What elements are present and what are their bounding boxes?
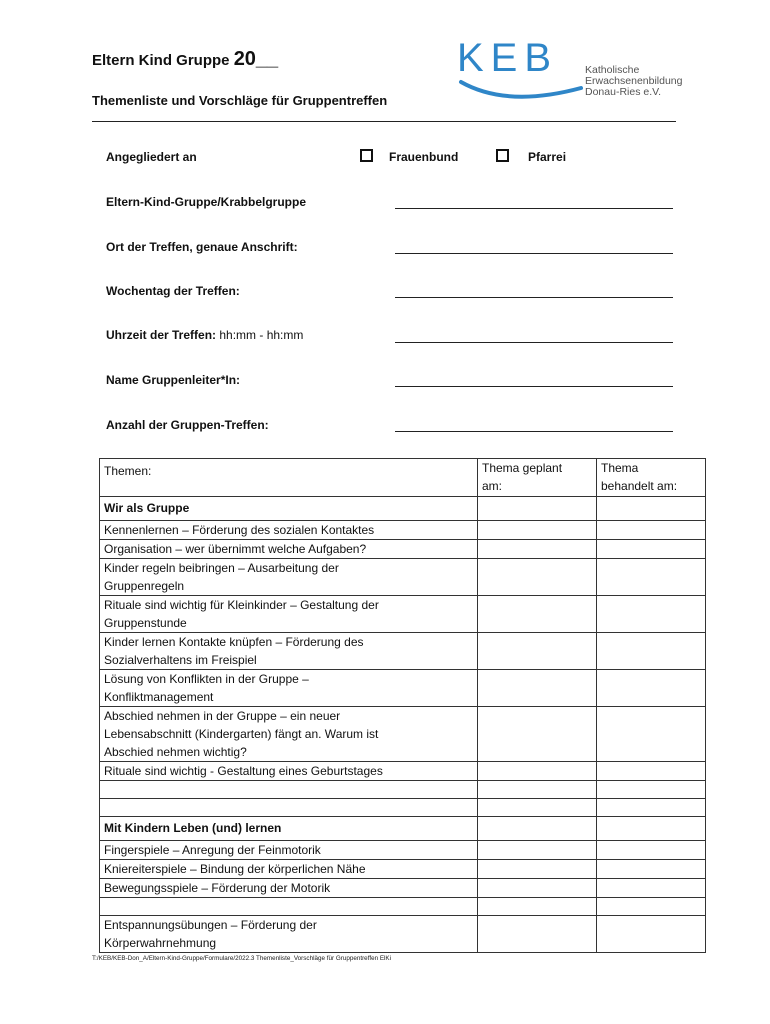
empty-cell[interactable]	[478, 799, 597, 817]
date-cell[interactable]	[597, 633, 706, 670]
section-row	[100, 497, 706, 521]
date-cell[interactable]	[478, 633, 597, 670]
empty-row	[100, 781, 706, 799]
date-cell[interactable]	[597, 762, 706, 781]
topic-cell	[100, 670, 478, 707]
table-row	[100, 898, 706, 916]
topic-text: Rituale sind wichtig für Kleinkinder – Gestaltung der	[104, 598, 379, 612]
table-row	[100, 879, 706, 898]
topic-cell	[100, 540, 478, 559]
table-row	[100, 559, 706, 596]
topic-text: Gruppenregeln	[104, 579, 185, 593]
table-row	[100, 707, 706, 762]
date-cell[interactable]	[597, 707, 706, 762]
empty-cell[interactable]	[597, 781, 706, 799]
time-input[interactable]	[395, 342, 673, 343]
date-cell[interactable]	[597, 879, 706, 898]
table-row	[100, 596, 706, 633]
form-title-text: Eltern Kind Gruppe	[92, 52, 234, 69]
topic-text: Körperwahrnehmung	[104, 936, 217, 950]
topic-cell	[100, 633, 478, 670]
location-input[interactable]	[395, 253, 673, 254]
field-label-weekday: Wochentag der Treffen:	[106, 284, 240, 298]
topic-text: Bewegungsspiele – Förderung der Motorik	[104, 881, 331, 895]
empty-row	[100, 799, 706, 817]
frauenbund-checkbox[interactable]	[360, 149, 373, 162]
date-cell[interactable]	[478, 898, 597, 916]
planned-header: Thema geplant am:	[478, 459, 597, 497]
file-path-footer: T:/KEB/KEB-Don_A/Eltern-Kind-Gruppe/Formulare/2022.3 Themenliste_Vorschläge für Gruppentreffen ElKi	[92, 955, 392, 962]
date-cell[interactable]	[478, 762, 597, 781]
pfarrei-label: Pfarrei	[528, 150, 567, 164]
date-cell[interactable]	[597, 540, 706, 559]
date-cell[interactable]	[478, 860, 597, 879]
meeting-count-input[interactable]	[395, 431, 673, 432]
empty-cell[interactable]	[478, 781, 597, 799]
topic-text: Kinder lernen Kontakte knüpfen – Förderung des	[104, 635, 364, 649]
logo-swoosh-icon	[457, 44, 587, 106]
date-cell[interactable]	[478, 879, 597, 898]
date-cell[interactable]	[597, 559, 706, 596]
date-cell[interactable]	[478, 540, 597, 559]
table-header-row	[100, 459, 706, 497]
topic-text: Lebensabschnitt (Kindergarten) fängt an. Warum ist	[104, 727, 379, 741]
date-cell[interactable]	[478, 497, 597, 521]
date-cell[interactable]	[597, 596, 706, 633]
form-title-year: 20__	[233, 48, 279, 70]
affiliation-label: Angegliedert an	[106, 150, 197, 164]
topic-text: Kinder regeln beibringen – Ausarbeitung der	[104, 561, 339, 575]
group-name-input[interactable]	[395, 208, 673, 209]
section-title: Mit Kindern Leben (und) lernen	[100, 817, 478, 841]
field-label-leader: Name Gruppenleiter*In:	[106, 373, 241, 387]
table-row	[100, 670, 706, 707]
date-cell[interactable]	[478, 707, 597, 762]
date-cell[interactable]	[597, 521, 706, 540]
date-cell[interactable]	[597, 841, 706, 860]
topic-cell	[100, 916, 478, 953]
date-cell[interactable]	[597, 916, 706, 953]
section-title: Wir als Gruppe	[100, 497, 478, 521]
date-cell[interactable]	[597, 860, 706, 879]
topic-cell	[100, 762, 478, 781]
topic-text: Entspannungsübungen – Förderung der	[104, 918, 317, 932]
header-divider	[92, 121, 676, 122]
topics-table	[99, 458, 706, 953]
topic-text: Kniereiterspiele – Bindung der körperlichen Nähe	[104, 862, 366, 876]
pfarrei-checkbox[interactable]	[496, 149, 509, 162]
date-cell[interactable]	[597, 898, 706, 916]
date-cell[interactable]	[597, 817, 706, 841]
date-cell[interactable]	[478, 559, 597, 596]
topic-text: Gruppenstunde	[104, 616, 187, 630]
date-cell[interactable]	[597, 670, 706, 707]
table-row	[100, 540, 706, 559]
topic-text: Sozialverhaltens im Freispiel	[104, 653, 257, 667]
topic-cell	[100, 596, 478, 633]
topic-cell	[100, 559, 478, 596]
topic-text: Konfliktmanagement	[104, 690, 214, 704]
themen-header: Themen:	[100, 459, 478, 497]
topic-text: Kennenlernen – Förderung des sozialen Kontaktes	[104, 523, 375, 537]
topic-text: Organisation – wer übernimmt welche Aufgaben?	[104, 542, 367, 556]
date-cell[interactable]	[597, 497, 706, 521]
table-row	[100, 841, 706, 860]
logo-line-2: Erwachsenenbildung	[585, 75, 683, 87]
field-label-group: Eltern-Kind-Gruppe/Krabbelgruppe	[106, 195, 307, 209]
logo-line-1: Katholische	[585, 64, 640, 76]
table-row	[100, 916, 706, 953]
topic-text: Lösung von Konflikten in der Gruppe –	[104, 672, 309, 686]
table-row	[100, 633, 706, 670]
date-cell[interactable]	[478, 521, 597, 540]
empty-cell	[100, 799, 478, 817]
topic-cell	[100, 521, 478, 540]
field-label-time: Uhrzeit der Treffen: hh:mm - hh:mm	[106, 328, 304, 342]
frauenbund-label: Frauenbund	[389, 150, 459, 164]
date-cell[interactable]	[478, 841, 597, 860]
date-cell[interactable]	[478, 670, 597, 707]
table-row	[100, 860, 706, 879]
topic-cell	[100, 898, 478, 916]
keb-logo-letters: KEB	[457, 36, 559, 80]
topic-cell	[100, 707, 478, 762]
empty-cell[interactable]	[597, 799, 706, 817]
empty-cell	[100, 781, 478, 799]
keb-logo	[457, 36, 707, 106]
topic-text: Abschied nehmen in der Gruppe – ein neuer	[104, 709, 341, 723]
topic-cell	[100, 860, 478, 879]
topic-text: Abschied nehmen wichtig?	[104, 745, 247, 759]
table-row	[100, 521, 706, 540]
leader-input[interactable]	[395, 386, 673, 387]
weekday-input[interactable]	[395, 297, 673, 298]
field-label-count: Anzahl der Gruppen-Treffen:	[106, 418, 269, 432]
date-cell[interactable]	[478, 596, 597, 633]
form-subtitle: Themenliste und Vorschläge für Gruppentreffen	[92, 93, 388, 108]
table-row	[100, 762, 706, 781]
topic-cell	[100, 879, 478, 898]
topic-text: Fingerspiele – Anregung der Feinmotorik	[104, 843, 321, 857]
section-row	[100, 817, 706, 841]
done-header: Thema behandelt am:	[597, 459, 706, 497]
topic-cell	[100, 841, 478, 860]
date-cell[interactable]	[478, 817, 597, 841]
date-cell[interactable]	[478, 916, 597, 953]
keb-logo-text	[585, 65, 682, 98]
logo-line-3: Donau-Ries e.V.	[585, 86, 662, 98]
form-title	[92, 48, 278, 71]
field-label-location: Ort der Treffen, genaue Anschrift:	[106, 240, 298, 254]
topic-text: Rituale sind wichtig - Gestaltung eines Geburtstages	[104, 764, 383, 778]
